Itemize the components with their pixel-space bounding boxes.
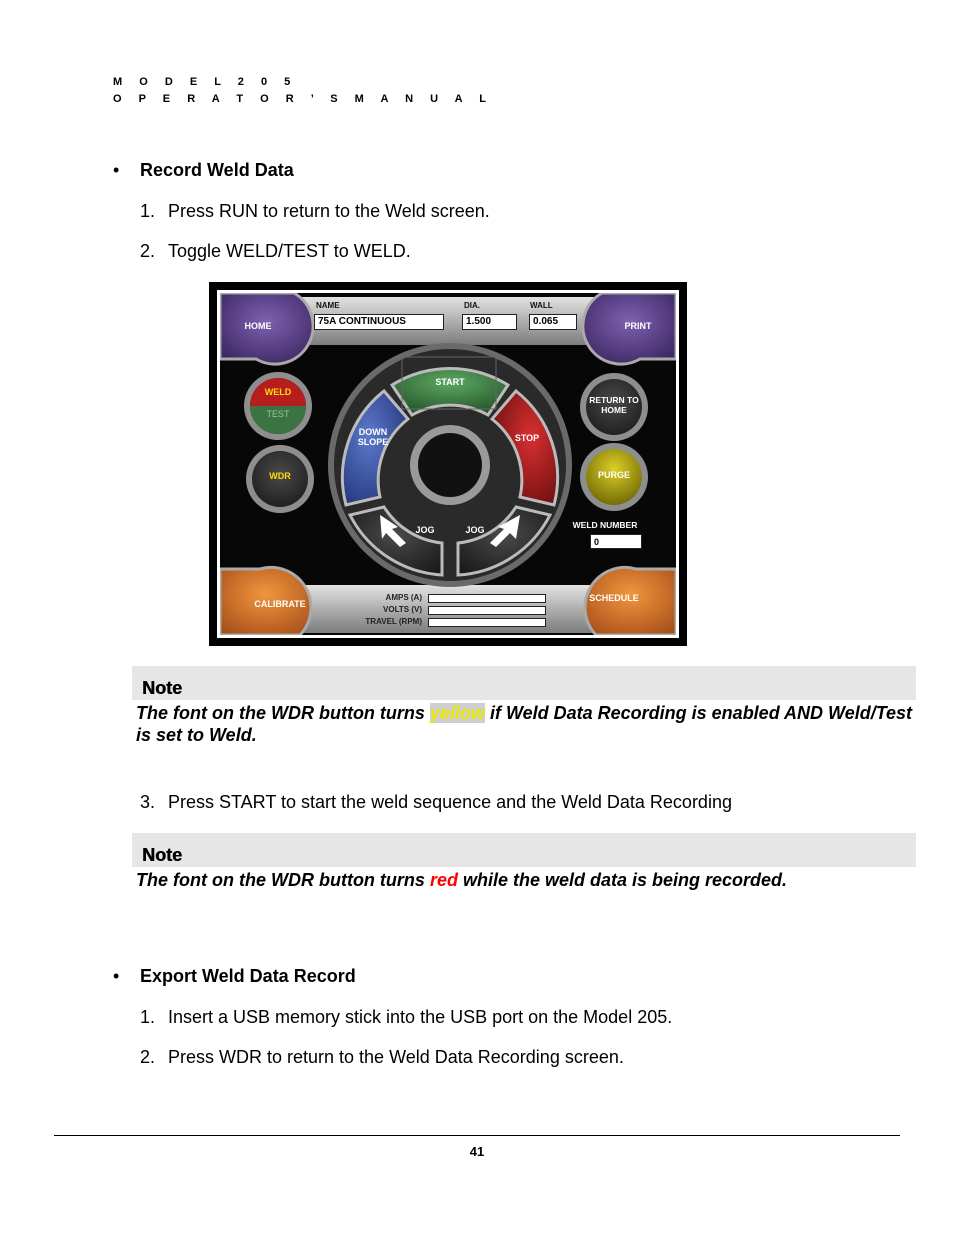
step-text: Insert a USB memory stick into the USB port on the Model 205. xyxy=(168,1007,673,1027)
wdr-button[interactable]: WDR xyxy=(269,471,291,481)
calibrate-button[interactable]: CALIBRATE xyxy=(254,599,306,609)
note-title: Note xyxy=(142,678,182,698)
note-heading-bar xyxy=(132,666,916,700)
name-label: NAME xyxy=(316,301,340,310)
return-home-button[interactable] xyxy=(582,395,646,415)
note-highlight-yellow: yellow xyxy=(429,703,485,723)
note-text-before: The font on the WDR button turns xyxy=(136,703,430,723)
dia-label: DIA. xyxy=(464,301,480,310)
step-text: Toggle WELD/TEST to WELD. xyxy=(168,241,411,261)
step-item xyxy=(140,792,732,813)
jog-left-button[interactable]: JOG xyxy=(415,525,435,535)
purge-button[interactable]: PURGE xyxy=(597,470,630,480)
travel-label: TRAVEL (RPM) xyxy=(365,617,422,626)
wall-label: WALL xyxy=(530,301,553,310)
step-item xyxy=(140,1047,624,1068)
step-item xyxy=(140,1007,672,1028)
down-slope-button[interactable] xyxy=(354,427,392,447)
weld-toggle[interactable]: WELD xyxy=(264,387,292,397)
step-number: 1. xyxy=(140,201,156,221)
note-heading-bar xyxy=(132,833,916,867)
jog-right-button[interactable]: JOG xyxy=(465,525,485,535)
step-text: Press START to start the weld sequence and the Weld Data Recording xyxy=(168,792,732,812)
weld-screen-screenshot xyxy=(209,282,687,646)
footer-divider xyxy=(54,1135,900,1136)
start-button[interactable]: START xyxy=(435,377,465,387)
step-text: Press WDR to return to the Weld Data Recording screen. xyxy=(168,1047,624,1067)
step-item xyxy=(140,201,490,222)
note-text-before: The font on the WDR button turns xyxy=(136,870,430,890)
manual-header-title: O P E R A T O R ’ S M A N U A L xyxy=(113,93,493,105)
schedule-button[interactable]: SCHEDULE xyxy=(589,593,639,603)
return-home-line2: HOME xyxy=(601,405,627,415)
step-number: 3. xyxy=(140,792,156,812)
section-heading-record: Record Weld Data xyxy=(140,160,294,180)
weld-number-field[interactable]: 0 xyxy=(590,534,642,549)
wall-field[interactable]: 0.065 xyxy=(529,314,577,330)
print-button[interactable]: PRINT xyxy=(624,321,652,331)
manual-header-model: M O D E L 2 0 5 xyxy=(113,76,298,88)
note-text xyxy=(136,702,916,746)
home-button[interactable]: HOME xyxy=(244,321,272,331)
section-heading-export: Export Weld Data Record xyxy=(140,966,356,986)
note-text xyxy=(136,869,916,891)
down-slope-line1: DOWN xyxy=(358,427,388,437)
step-text: Press RUN to return to the Weld screen. xyxy=(168,201,490,221)
volts-bar xyxy=(428,606,546,615)
bullet-icon: • xyxy=(113,966,120,986)
return-home-line1: RETURN TO xyxy=(589,395,639,405)
weld-number-label: WELD NUMBER xyxy=(572,520,638,530)
bullet-icon: • xyxy=(113,160,120,180)
amps-bar xyxy=(428,594,546,603)
step-number: 2. xyxy=(140,1047,156,1067)
volts-label: VOLTS (V) xyxy=(383,605,422,614)
down-slope-line2: SLOPE xyxy=(357,437,389,447)
test-toggle[interactable]: TEST xyxy=(266,409,290,419)
page-number: 41 xyxy=(469,1144,485,1159)
weld-screen-panel xyxy=(217,290,679,638)
stop-button[interactable]: STOP xyxy=(514,433,540,443)
step-item xyxy=(140,241,411,262)
note-title: Note xyxy=(142,845,182,865)
step-number: 1. xyxy=(140,1007,156,1027)
dia-field[interactable]: 1.500 xyxy=(462,314,517,330)
travel-bar xyxy=(428,618,546,627)
amps-label: AMPS (A) xyxy=(385,593,422,602)
note-text-after: if Weld Data Recording is enabled AND Weld/Test is set to Weld. xyxy=(136,703,913,745)
weld-screen-graphics xyxy=(220,293,676,635)
step-number: 2. xyxy=(140,241,156,261)
name-field[interactable]: 75A CONTINUOUS xyxy=(314,314,444,330)
note-text-after: while the weld data is being recorded. xyxy=(457,870,788,890)
note-highlight-red: red xyxy=(429,870,458,890)
